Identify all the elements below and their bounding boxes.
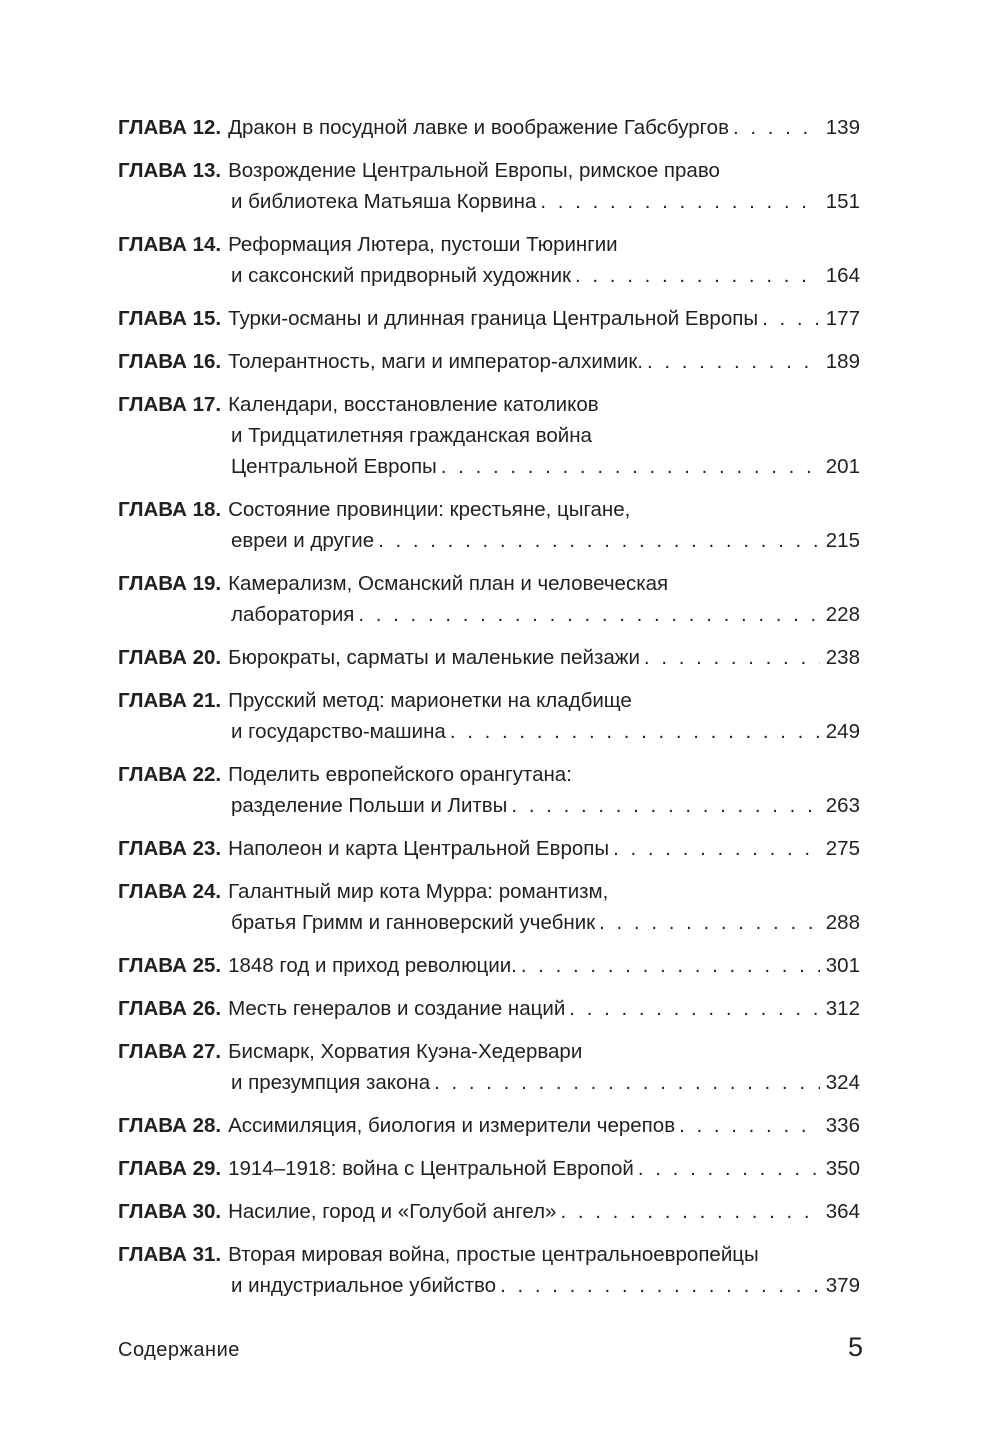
dot-leader [511, 790, 819, 821]
chapter-title: Турки-османы и длинная граница Центральной Европы [228, 307, 759, 330]
chapter-label: ГЛАВА 21. [118, 689, 222, 712]
chapter-label: ГЛАВА 24. [118, 880, 222, 903]
dot-leader [378, 525, 820, 556]
chapter-label: ГЛАВА 29. [118, 1157, 222, 1180]
chapter-title: братья Гримм и ганноверский учебник [231, 911, 596, 934]
dot-leader [644, 642, 820, 673]
chapter-title: Состояние провинции: крестьяне, цыгане, [228, 498, 631, 521]
chapter-page-number: 177 [825, 307, 860, 330]
chapter-title: Насилие, город и «Голубой ангел» [228, 1200, 557, 1223]
dot-leader [450, 716, 820, 747]
toc-entry-line [118, 993, 860, 1024]
toc-entry-line [118, 186, 860, 217]
toc-entry [118, 155, 860, 217]
toc-entry [118, 1196, 860, 1227]
chapter-title: евреи и другие [231, 529, 375, 552]
chapter-page-number: 275 [825, 837, 860, 860]
page-number: 5 [848, 1332, 864, 1362]
toc-entry [118, 993, 860, 1024]
chapter-page-number: 288 [825, 911, 860, 934]
chapter-title: Календари, восстановление католиков [228, 393, 599, 416]
toc-entry-line [118, 759, 860, 790]
chapter-title: и саксонский придворный художник [231, 264, 572, 287]
chapter-title: и презумпция закона [231, 1071, 431, 1094]
toc-entry [118, 494, 860, 556]
toc-entry-line [118, 1153, 860, 1184]
chapter-page-number: 164 [825, 264, 860, 287]
toc-entry-line [118, 1036, 860, 1067]
chapter-page-number: 379 [825, 1274, 860, 1297]
toc-entry-line [118, 1196, 860, 1227]
toc-entry-line [118, 260, 860, 291]
toc-entry [118, 876, 860, 938]
chapter-title: разделение Польши и Литвы [231, 794, 508, 817]
toc-entry-line [118, 907, 860, 938]
chapter-title: 1848 год и приход революции. [228, 954, 517, 977]
toc-entry-line [118, 642, 860, 673]
dot-leader [358, 599, 819, 630]
toc-entry-line [118, 599, 860, 630]
toc-entry-line [118, 568, 860, 599]
running-footer-title: Содержание [118, 1339, 240, 1361]
dot-leader [679, 1110, 820, 1141]
toc-entry [118, 1036, 860, 1098]
toc-entry [118, 112, 860, 143]
chapter-page-number: 301 [825, 954, 860, 977]
dot-leader [599, 907, 820, 938]
toc-entry-line [118, 303, 860, 334]
toc-entry-line [118, 790, 860, 821]
chapter-title: Возрождение Центральной Европы, римское право [228, 159, 720, 182]
chapter-label: ГЛАВА 23. [118, 837, 222, 860]
toc-entry [118, 685, 860, 747]
toc-entry [118, 1239, 860, 1301]
chapter-title: и индустриальное убийство [231, 1274, 497, 1297]
chapter-page-number: 139 [825, 116, 860, 139]
chapter-page-number: 228 [825, 603, 860, 626]
toc-entry [118, 229, 860, 291]
dot-leader [569, 993, 819, 1024]
chapter-title: Поделить европейского орангутана: [228, 763, 572, 786]
toc-entry [118, 1110, 860, 1141]
chapter-page-number: 364 [825, 1200, 860, 1223]
toc-entry-line [118, 346, 860, 377]
toc-entry [118, 389, 860, 482]
chapter-label: ГЛАВА 31. [118, 1243, 222, 1266]
dot-leader [733, 112, 820, 143]
chapter-title: и государство-машина [231, 720, 446, 743]
chapter-page-number: 263 [825, 794, 860, 817]
toc-entry [118, 759, 860, 821]
toc-entry-line [118, 833, 860, 864]
dot-leader [613, 833, 820, 864]
chapter-page-number: 249 [825, 720, 860, 743]
chapter-label: ГЛАВА 16. [118, 350, 222, 373]
toc-entry [118, 833, 860, 864]
toc-entry [118, 1153, 860, 1184]
toc-entry-line [118, 155, 860, 186]
chapter-page-number: 238 [825, 646, 860, 669]
dot-leader [521, 950, 820, 981]
chapter-label: ГЛАВА 15. [118, 307, 222, 330]
chapter-page-number: 324 [825, 1071, 860, 1094]
chapter-title: Толерантность, маги и император-алхимик. [228, 350, 643, 373]
chapter-title: Прусский метод: марионетки на кладбище [228, 689, 632, 712]
toc-entry [118, 346, 860, 377]
chapter-title: Бюрократы, сарматы и маленькие пейзажи [228, 646, 640, 669]
chapter-title: Реформация Лютера, пустоши Тюрингии [228, 233, 618, 256]
table-of-contents [118, 112, 860, 1313]
chapter-title: Вторая мировая война, простые центральноевропейцы [228, 1243, 759, 1266]
chapter-page-number: 215 [825, 529, 860, 552]
toc-entry-line [118, 451, 860, 482]
chapter-label: ГЛАВА 13. [118, 159, 222, 182]
chapter-page-number: 201 [825, 455, 860, 478]
dot-leader [575, 260, 820, 291]
chapter-label: ГЛАВА 30. [118, 1200, 222, 1223]
toc-entry [118, 642, 860, 673]
toc-entry-line [118, 1270, 860, 1301]
chapter-page-number: 350 [825, 1157, 860, 1180]
dot-leader [762, 303, 820, 334]
chapter-page-number: 189 [825, 350, 860, 373]
chapter-title: Дракон в посудной лавке и воображение Габсбургов [228, 116, 729, 139]
chapter-title: Бисмарк, Хорватия Куэна-Хедервари [228, 1040, 583, 1063]
chapter-title: и Тридцатилетняя гражданская война [231, 424, 592, 447]
toc-entry [118, 950, 860, 981]
chapter-page-number: 312 [825, 997, 860, 1020]
dot-leader [560, 1196, 819, 1227]
chapter-label: ГЛАВА 22. [118, 763, 222, 786]
toc-entry-line [118, 229, 860, 260]
toc-entry-line [118, 950, 860, 981]
toc-entry-line [118, 876, 860, 907]
chapter-title: Наполеон и карта Центральной Европы [228, 837, 610, 860]
toc-entry-line [118, 1110, 860, 1141]
toc-entry-line [118, 389, 860, 420]
toc-entry-line [118, 112, 860, 143]
dot-leader [500, 1270, 820, 1301]
toc-entry [118, 568, 860, 630]
dot-leader [647, 346, 820, 377]
dot-leader [441, 451, 820, 482]
chapter-title: Галантный мир кота Мурра: романтизм, [228, 880, 609, 903]
toc-entry-line [118, 494, 860, 525]
dot-leader [540, 186, 819, 217]
chapter-title: и библиотека Матьяша Корвина [231, 190, 537, 213]
toc-entry-line [118, 1239, 860, 1270]
chapter-label: ГЛАВА 28. [118, 1114, 222, 1137]
chapter-page-number: 151 [825, 190, 860, 213]
toc-entry-line [118, 716, 860, 747]
chapter-label: ГЛАВА 19. [118, 572, 222, 595]
chapter-label: ГЛАВА 12. [118, 116, 222, 139]
chapter-label: ГЛАВА 17. [118, 393, 222, 416]
chapter-label: ГЛАВА 14. [118, 233, 222, 256]
toc-entry-line [118, 420, 860, 451]
toc-entry-line [118, 1067, 860, 1098]
chapter-label: ГЛАВА 20. [118, 646, 222, 669]
chapter-title: Месть генералов и создание наций [228, 997, 566, 1020]
chapter-label: ГЛАВА 18. [118, 498, 222, 521]
chapter-title: Центральной Европы [231, 455, 437, 478]
toc-entry-line [118, 525, 860, 556]
dot-leader [638, 1153, 820, 1184]
chapter-label: ГЛАВА 26. [118, 997, 222, 1020]
toc-entry-line [118, 685, 860, 716]
chapter-label: ГЛАВА 25. [118, 954, 222, 977]
chapter-label: ГЛАВА 27. [118, 1040, 222, 1063]
chapter-title: 1914–1918: война с Центральной Европой [228, 1157, 634, 1180]
toc-entry [118, 303, 860, 334]
chapter-title: Ассимиляция, биология и измерители черепов [228, 1114, 676, 1137]
chapter-title: Камерализм, Османский план и человеческая [228, 572, 669, 595]
dot-leader [434, 1067, 820, 1098]
chapter-page-number: 336 [825, 1114, 860, 1137]
chapter-title: лаборатория [231, 603, 355, 626]
